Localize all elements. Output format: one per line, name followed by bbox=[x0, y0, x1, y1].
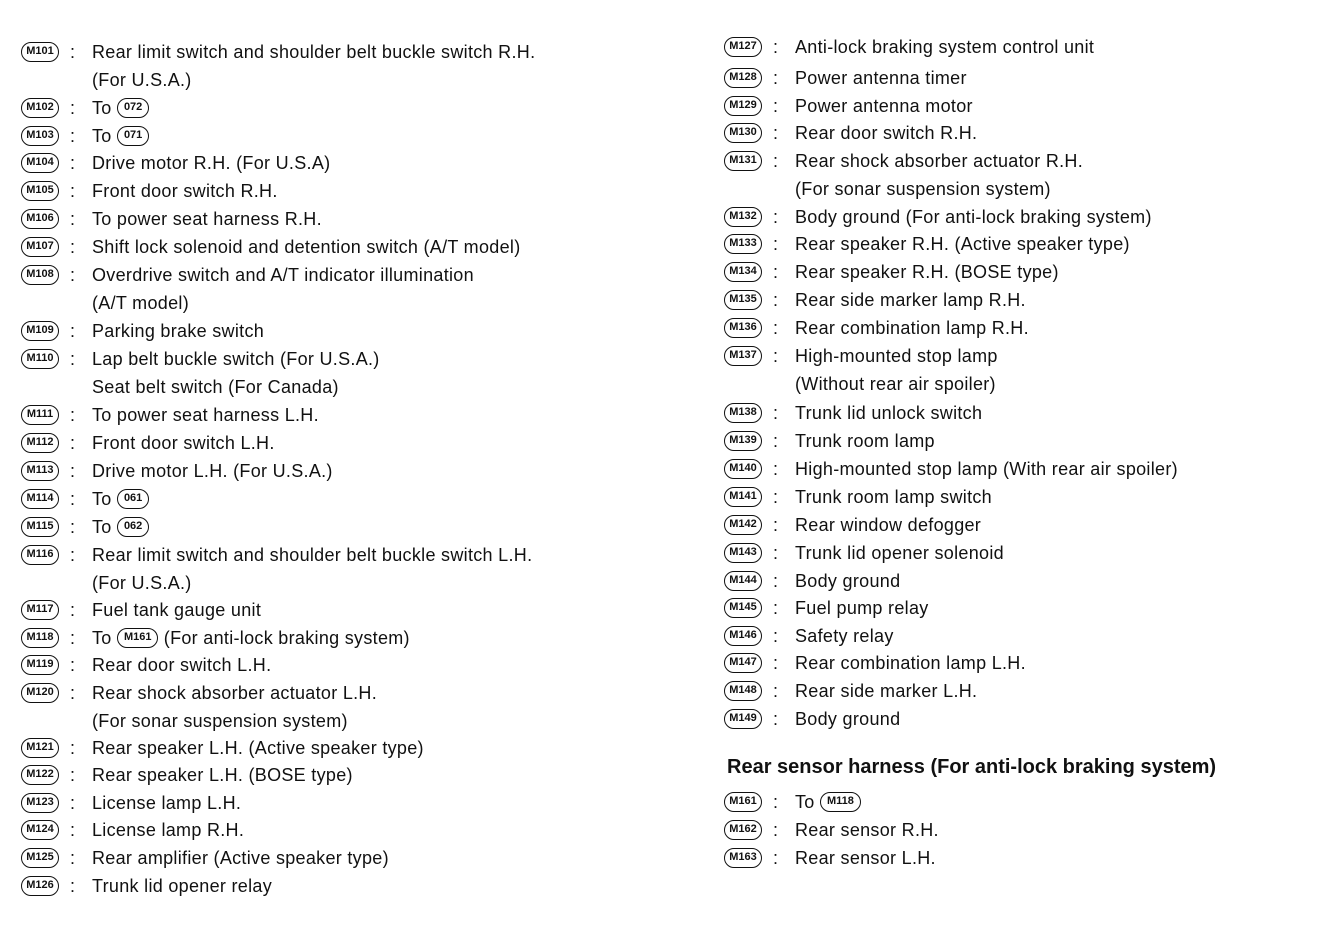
connector-description: Overdrive switch and A/T indicator illumination bbox=[92, 265, 474, 285]
connector-description: Rear amplifier (Active speaker type) bbox=[92, 848, 389, 868]
separator-colon: : bbox=[70, 628, 76, 648]
connector-description: Shift lock solenoid and detention switch (A/T model) bbox=[92, 237, 521, 257]
connector-code-badge: M107 bbox=[21, 237, 59, 257]
connector-reference-badge: 061 bbox=[117, 489, 149, 509]
connector-to-label: To bbox=[92, 489, 112, 509]
connector-code-badge: M149 bbox=[724, 709, 762, 729]
connector-code-badge: M109 bbox=[21, 321, 59, 341]
connector-description: Trunk room lamp switch bbox=[795, 487, 992, 507]
separator-colon: : bbox=[70, 848, 76, 868]
separator-colon: : bbox=[70, 517, 76, 537]
separator-colon: : bbox=[773, 820, 779, 840]
separator-colon: : bbox=[773, 792, 779, 812]
connector-code-badge: M106 bbox=[21, 209, 59, 229]
connector-description: Parking brake switch bbox=[92, 321, 265, 341]
connector-code-badge: M147 bbox=[724, 653, 762, 673]
separator-colon: : bbox=[773, 653, 779, 673]
separator-colon: : bbox=[70, 405, 76, 425]
connector-description: Body ground (For anti-lock braking system) bbox=[795, 207, 1152, 227]
connector-description: Rear combination lamp L.H. bbox=[795, 653, 1026, 673]
connector-to-label: To bbox=[92, 126, 112, 146]
separator-colon: : bbox=[70, 655, 76, 675]
connector-description: Fuel pump relay bbox=[795, 598, 929, 618]
connector-code-badge: M116 bbox=[21, 545, 59, 565]
separator-colon: : bbox=[70, 349, 76, 369]
separator-colon: : bbox=[773, 681, 779, 701]
connector-description bbox=[92, 517, 149, 537]
separator-colon: : bbox=[70, 876, 76, 896]
separator-colon: : bbox=[773, 37, 779, 57]
connector-description: Trunk lid opener solenoid bbox=[795, 543, 1004, 563]
separator-colon: : bbox=[773, 318, 779, 338]
connector-description-continued: Seat belt switch (For Canada) bbox=[92, 377, 339, 397]
connector-code-badge: M128 bbox=[724, 68, 762, 88]
connector-description-continued: (Without rear air spoiler) bbox=[795, 374, 996, 394]
separator-colon: : bbox=[70, 738, 76, 758]
connector-code-badge: M125 bbox=[21, 848, 59, 868]
separator-colon: : bbox=[773, 96, 779, 116]
separator-colon: : bbox=[70, 98, 76, 118]
connector-description: Front door switch R.H. bbox=[92, 181, 278, 201]
connector-code-badge: M114 bbox=[21, 489, 59, 509]
connector-reference-badge: 062 bbox=[117, 517, 149, 537]
connector-reference-badge: 071 bbox=[117, 126, 149, 146]
connector-description: High-mounted stop lamp bbox=[795, 346, 998, 366]
separator-colon: : bbox=[773, 709, 779, 729]
connector-code-badge: M108 bbox=[21, 265, 59, 285]
separator-colon: : bbox=[70, 265, 76, 285]
connector-description: Rear door switch L.H. bbox=[92, 655, 272, 675]
connector-description: Anti-lock braking system control unit bbox=[795, 37, 1095, 57]
connector-code-badge: M144 bbox=[724, 571, 762, 591]
separator-colon: : bbox=[70, 461, 76, 481]
connector-description bbox=[92, 98, 149, 118]
connector-description: License lamp R.H. bbox=[92, 820, 245, 840]
separator-colon: : bbox=[70, 42, 76, 62]
separator-colon: : bbox=[70, 126, 76, 146]
separator-colon: : bbox=[70, 545, 76, 565]
connector-description: Power antenna motor bbox=[795, 96, 973, 116]
connector-code-badge: M102 bbox=[21, 98, 59, 118]
connector-description: Lap belt buckle switch (For U.S.A.) bbox=[92, 349, 380, 369]
connector-code-badge: M135 bbox=[724, 290, 762, 310]
connector-description: Body ground bbox=[795, 571, 901, 591]
connector-description: To power seat harness R.H. bbox=[92, 209, 322, 229]
separator-colon: : bbox=[70, 321, 76, 341]
connector-description-continued: (For U.S.A.) bbox=[92, 70, 192, 90]
connector-code-badge: M104 bbox=[21, 153, 59, 173]
connector-code-badge: M131 bbox=[724, 151, 762, 171]
connector-code-badge: M145 bbox=[724, 598, 762, 618]
connector-description: Rear sensor L.H. bbox=[795, 848, 936, 868]
connector-description: Rear window defogger bbox=[795, 515, 982, 535]
connector-description-continued: (For U.S.A.) bbox=[92, 573, 192, 593]
connector-code-badge: M146 bbox=[724, 626, 762, 646]
connector-code-badge: M162 bbox=[724, 820, 762, 840]
connector-description-continued: (A/T model) bbox=[92, 293, 189, 313]
connector-reference-badge: 072 bbox=[117, 98, 149, 118]
connector-code-badge: M137 bbox=[724, 346, 762, 366]
connector-code-badge: M127 bbox=[724, 37, 762, 57]
connector-description: Trunk lid unlock switch bbox=[795, 403, 983, 423]
connector-description: Rear door switch R.H. bbox=[795, 123, 978, 143]
connector-description: Rear combination lamp R.H. bbox=[795, 318, 1029, 338]
connector-description: License lamp L.H. bbox=[92, 793, 242, 813]
connector-code-badge: M140 bbox=[724, 459, 762, 479]
connector-code-badge: M126 bbox=[21, 876, 59, 896]
separator-colon: : bbox=[773, 403, 779, 423]
connector-description: Rear shock absorber actuator R.H. bbox=[795, 151, 1084, 171]
connector-code-badge: M143 bbox=[724, 543, 762, 563]
connector-code-badge: M120 bbox=[21, 683, 59, 703]
connector-code-badge: M112 bbox=[21, 433, 59, 453]
separator-colon: : bbox=[773, 123, 779, 143]
separator-colon: : bbox=[773, 346, 779, 366]
separator-colon: : bbox=[773, 598, 779, 618]
connector-description: Rear speaker R.H. (BOSE type) bbox=[795, 262, 1059, 282]
connector-code-badge: M161 bbox=[724, 792, 762, 812]
connector-description: Rear sensor R.H. bbox=[795, 820, 939, 840]
separator-colon: : bbox=[70, 793, 76, 813]
connector-code-badge: M138 bbox=[724, 403, 762, 423]
separator-colon: : bbox=[70, 489, 76, 509]
section-title: Rear sensor harness (For anti-lock braking system) bbox=[727, 756, 1217, 778]
connector-code-badge: M115 bbox=[21, 517, 59, 537]
separator-colon: : bbox=[70, 765, 76, 785]
connector-reference-badge: M118 bbox=[820, 792, 861, 812]
connector-description: Power antenna timer bbox=[795, 68, 967, 88]
connector-code-badge: M113 bbox=[21, 461, 59, 481]
connector-description: Trunk lid opener relay bbox=[92, 876, 273, 896]
connector-reference-badge: M161 bbox=[117, 628, 159, 648]
connector-code-badge: M130 bbox=[724, 123, 762, 143]
connector-description: Rear speaker L.H. (BOSE type) bbox=[92, 765, 353, 785]
connector-code-badge: M110 bbox=[21, 349, 59, 369]
separator-colon: : bbox=[70, 153, 76, 173]
connector-description bbox=[795, 792, 861, 812]
connector-code-badge: M101 bbox=[21, 42, 59, 62]
separator-colon: : bbox=[70, 820, 76, 840]
connector-to-label: To bbox=[92, 98, 112, 118]
connector-description: Rear side marker L.H. bbox=[795, 681, 978, 701]
connector-description bbox=[92, 489, 149, 509]
connector-description bbox=[92, 126, 149, 146]
connector-description-continued: (For sonar suspension system) bbox=[92, 711, 348, 731]
connector-description: Rear speaker L.H. (Active speaker type) bbox=[92, 738, 424, 758]
connector-description: Rear shock absorber actuator L.H. bbox=[92, 683, 378, 703]
separator-colon: : bbox=[70, 433, 76, 453]
connector-code-badge: M133 bbox=[724, 234, 762, 254]
separator-colon: : bbox=[773, 68, 779, 88]
connector-to-label: To bbox=[92, 628, 112, 648]
connector-code-badge: M129 bbox=[724, 96, 762, 116]
connector-code-badge: M119 bbox=[21, 655, 59, 675]
separator-colon: : bbox=[773, 459, 779, 479]
connector-description: Front door switch L.H. bbox=[92, 433, 275, 453]
connector-code-badge: M139 bbox=[724, 431, 762, 451]
connector-description: Drive motor R.H. (For U.S.A) bbox=[92, 153, 331, 173]
connector-note: (For anti-lock braking system) bbox=[163, 628, 410, 648]
connector-description: Trunk room lamp bbox=[795, 431, 935, 451]
connector-to-label: To bbox=[795, 792, 815, 812]
separator-colon: : bbox=[773, 262, 779, 282]
separator-colon: : bbox=[773, 487, 779, 507]
separator-colon: : bbox=[773, 207, 779, 227]
connector-description: Body ground bbox=[795, 709, 901, 729]
connector-description: Drive motor L.H. (For U.S.A.) bbox=[92, 461, 333, 481]
connector-code-badge: M118 bbox=[21, 628, 59, 648]
separator-colon: : bbox=[773, 151, 779, 171]
separator-colon: : bbox=[773, 571, 779, 591]
connector-description: Rear limit switch and shoulder belt buckle switch R.H. bbox=[92, 42, 536, 62]
connector-code-badge: M163 bbox=[724, 848, 762, 868]
connector-description: Rear limit switch and shoulder belt buckle switch L.H. bbox=[92, 545, 533, 565]
separator-colon: : bbox=[70, 181, 76, 201]
connector-description-continued: (For sonar suspension system) bbox=[795, 179, 1051, 199]
separator-colon: : bbox=[773, 234, 779, 254]
connector-code-badge: M103 bbox=[21, 126, 59, 146]
connector-description: Rear speaker R.H. (Active speaker type) bbox=[795, 234, 1130, 254]
connector-code-badge: M132 bbox=[724, 207, 762, 227]
connector-code-badge: M136 bbox=[724, 318, 762, 338]
separator-colon: : bbox=[773, 431, 779, 451]
connector-description: High-mounted stop lamp (With rear air spoiler) bbox=[795, 459, 1178, 479]
connector-code-badge: M148 bbox=[724, 681, 762, 701]
connector-code-badge: M123 bbox=[21, 793, 59, 813]
connector-description bbox=[92, 628, 410, 648]
separator-colon: : bbox=[70, 683, 76, 703]
connector-code-badge: M141 bbox=[724, 487, 762, 507]
connector-code-badge: M122 bbox=[21, 765, 59, 785]
connector-to-label: To bbox=[92, 517, 112, 537]
connector-code-badge: M124 bbox=[21, 820, 59, 840]
connector-code-badge: M111 bbox=[21, 405, 59, 425]
separator-colon: : bbox=[70, 237, 76, 257]
separator-colon: : bbox=[773, 290, 779, 310]
connector-code-badge: M134 bbox=[724, 262, 762, 282]
separator-colon: : bbox=[773, 543, 779, 563]
separator-colon: : bbox=[773, 626, 779, 646]
separator-colon: : bbox=[70, 209, 76, 229]
connector-code-badge: M142 bbox=[724, 515, 762, 535]
separator-colon: : bbox=[773, 848, 779, 868]
connector-code-badge: M121 bbox=[21, 738, 59, 758]
connector-description: Fuel tank gauge unit bbox=[92, 600, 262, 620]
separator-colon: : bbox=[773, 515, 779, 535]
connector-description: Safety relay bbox=[795, 626, 894, 646]
connector-description: To power seat harness L.H. bbox=[92, 405, 319, 425]
connector-code-badge: M105 bbox=[21, 181, 59, 201]
connector-description: Rear side marker lamp R.H. bbox=[795, 290, 1026, 310]
connector-code-badge: M117 bbox=[21, 600, 59, 620]
separator-colon: : bbox=[70, 600, 76, 620]
